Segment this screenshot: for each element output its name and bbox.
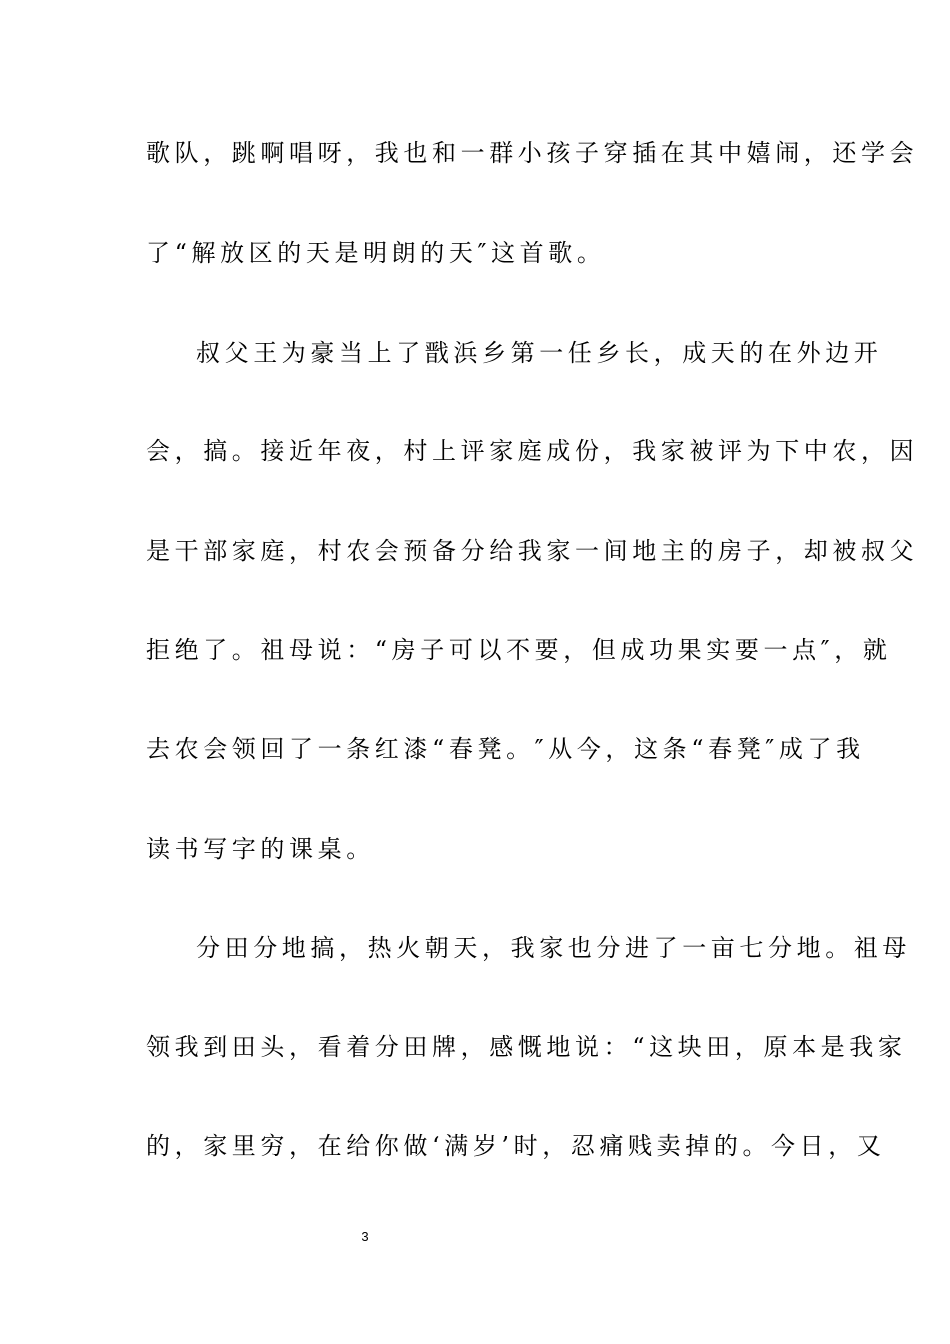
paragraph-first-line: 叔父王为豪当上了戬浜乡第一任乡长，成天的在外边开 bbox=[196, 339, 883, 367]
text-line: 会，搞。接近年夜，村上评家庭成份，我家被评为下中农，因 bbox=[146, 437, 919, 465]
text-line: 歌队，跳啊唱呀，我也和一群小孩子穿插在其中嬉闹，还学会 bbox=[146, 139, 919, 167]
text-line: 是干部家庭，村农会预备分给我家一间地主的房子，却被叔父 bbox=[146, 537, 919, 565]
text-line: 的，家里穷，在给你做‘满岁’时，忍痛贱卖掉的。今日，又 bbox=[146, 1132, 886, 1160]
text-line: 了“解放区的天是明朗的天″这首歌。 bbox=[146, 239, 606, 267]
page-number: 3 bbox=[361, 1229, 369, 1244]
text-line: 领我到田头，看着分田牌，感慨地说：“这块田，原本是我家 bbox=[146, 1033, 907, 1061]
text-line: 去农会领回了一条红漆“春凳。″从今，这条“春凳″成了我 bbox=[146, 735, 865, 763]
text-line: 读书写字的课桌。 bbox=[146, 835, 375, 863]
paragraph-first-line: 分田分地搞，热火朝天，我家也分进了一亩七分地。祖母 bbox=[196, 934, 911, 962]
text-line: 拒绝了。祖母说：“房子可以不要，但成功果实要一点″，就 bbox=[146, 636, 892, 664]
